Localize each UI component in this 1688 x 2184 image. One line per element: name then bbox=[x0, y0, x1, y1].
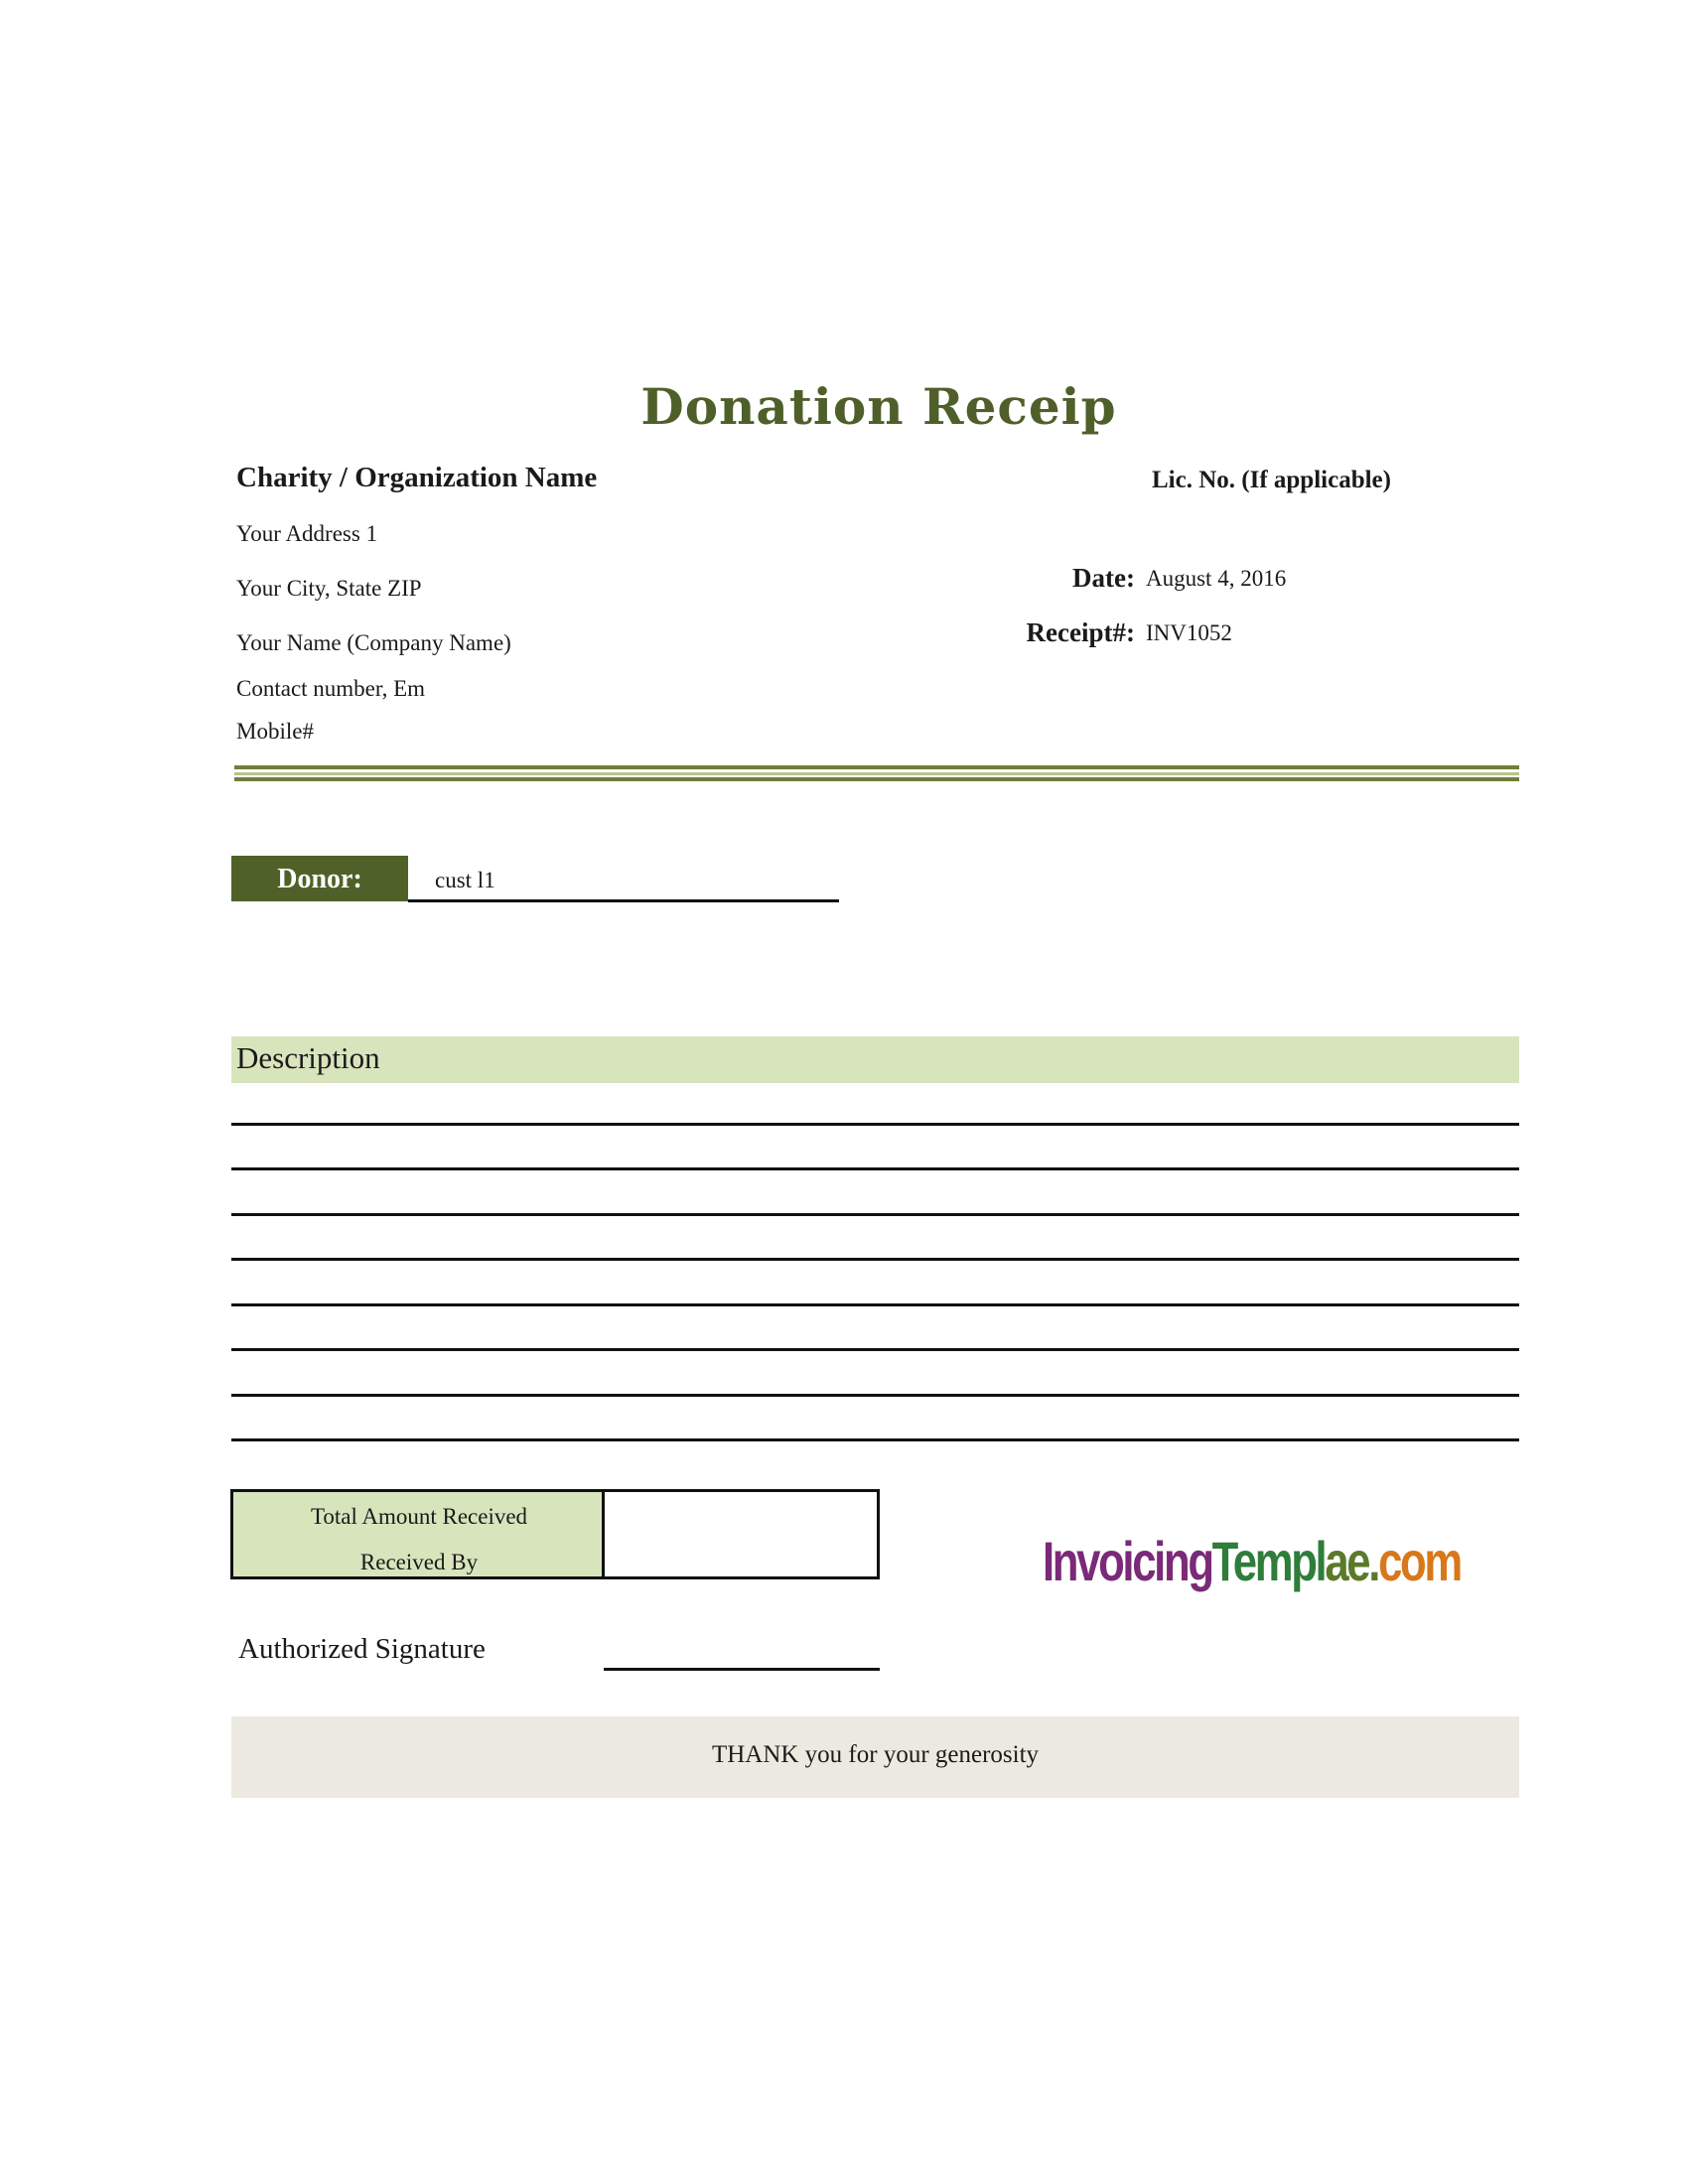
organization-name: Charity / Organization Name bbox=[236, 462, 598, 493]
logo-part: ae. bbox=[1325, 1530, 1379, 1592]
date-value: August 4, 2016 bbox=[1146, 566, 1287, 591]
header-divider bbox=[234, 765, 1519, 769]
donor-value[interactable]: cust l1 bbox=[435, 868, 495, 892]
receipt-title: Donation Receip bbox=[640, 377, 1117, 436]
logo-part: Templ bbox=[1211, 1530, 1326, 1592]
description-line[interactable] bbox=[231, 1167, 1519, 1170]
description-header: Description bbox=[236, 1040, 380, 1075]
date-label: Date: bbox=[1072, 563, 1135, 593]
description-line[interactable] bbox=[231, 1123, 1519, 1126]
totals-box bbox=[230, 1489, 880, 1579]
footer-bar bbox=[231, 1716, 1519, 1798]
description-line[interactable] bbox=[231, 1348, 1519, 1351]
description-line[interactable] bbox=[231, 1394, 1519, 1397]
authorized-signature-label: Authorized Signature bbox=[238, 1633, 486, 1665]
contact-name: Your Name (Company Name) bbox=[236, 630, 511, 655]
description-line[interactable] bbox=[231, 1258, 1519, 1261]
footer-message: THANK you for your generosity bbox=[711, 1741, 1040, 1768]
mobile-label: Mobile# bbox=[236, 719, 314, 744]
total-amount-value[interactable] bbox=[605, 1492, 877, 1576]
donor-underline bbox=[408, 899, 839, 902]
description-line[interactable] bbox=[231, 1213, 1519, 1216]
logo-part: com bbox=[1378, 1530, 1461, 1592]
description-header-bar bbox=[231, 1036, 1519, 1083]
received-by-label: Received By bbox=[359, 1550, 479, 1574]
receipt-number-label: Receipt#: bbox=[1026, 617, 1135, 647]
invoicing-template-logo bbox=[1043, 1529, 1461, 1593]
receipt-number-value: INV1052 bbox=[1146, 620, 1232, 645]
total-amount-label: Total Amount Received bbox=[310, 1504, 528, 1529]
description-line[interactable] bbox=[231, 1438, 1519, 1441]
city-state-zip: Your City, State ZIP bbox=[236, 576, 422, 601]
contact-info: Contact number, Em bbox=[236, 676, 426, 701]
address-line-1: Your Address 1 bbox=[236, 521, 378, 546]
donor-label: Donor: bbox=[231, 856, 408, 901]
header-divider-bottom bbox=[234, 777, 1519, 781]
logo-part: Invoicing bbox=[1043, 1530, 1212, 1592]
license-number-label: Lic. No. (If applicable) bbox=[1152, 467, 1391, 493]
totals-label-cell bbox=[233, 1492, 605, 1576]
header-divider-light bbox=[234, 772, 1519, 775]
signature-line[interactable] bbox=[604, 1668, 880, 1671]
description-line[interactable] bbox=[231, 1303, 1519, 1306]
